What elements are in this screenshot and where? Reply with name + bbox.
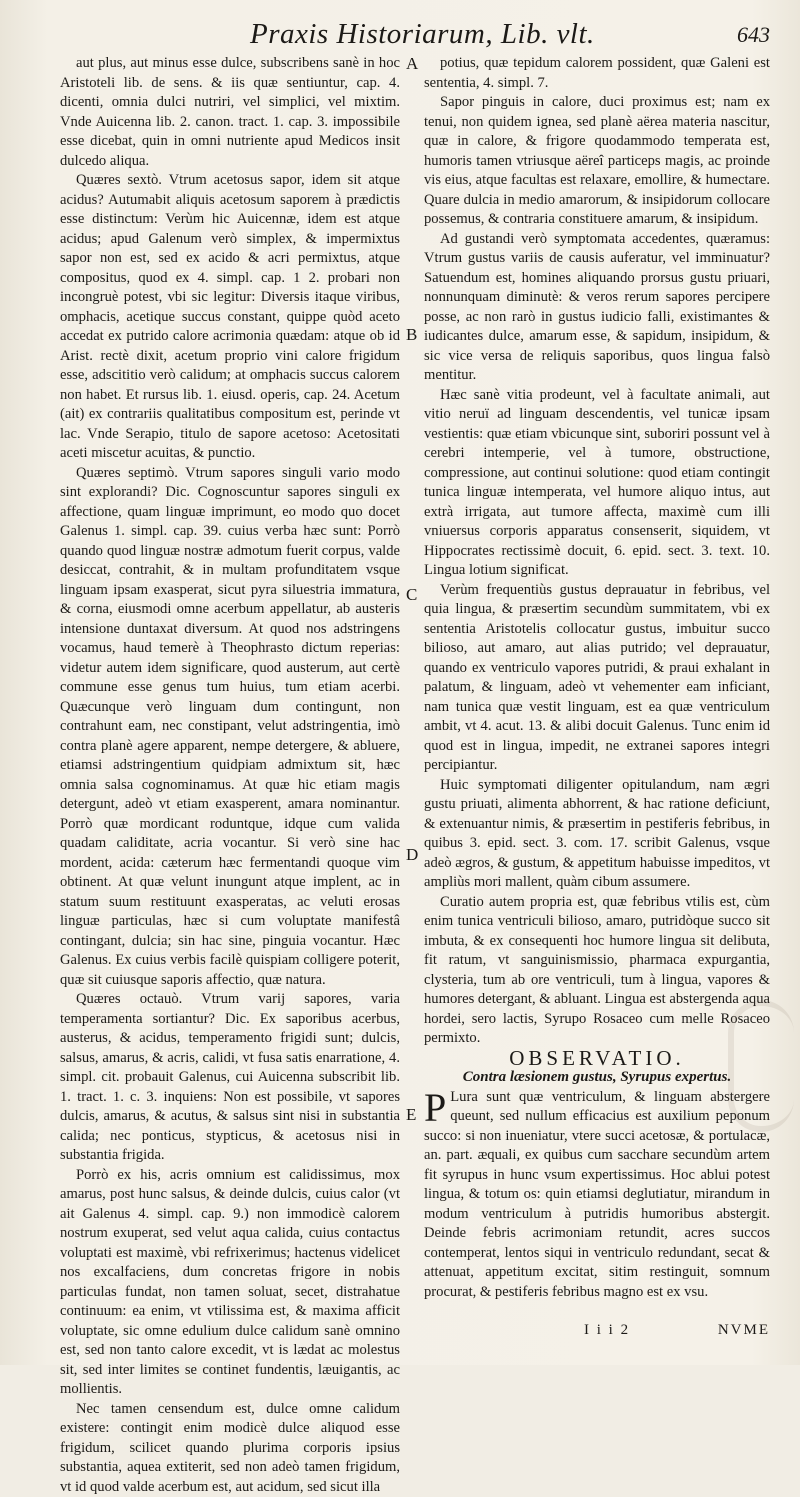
page-number: 643 [737, 22, 770, 48]
paragraph: aut plus, aut minus esse dulce, subscribens sanè in hoc Aristoteli lib. de sens. & iis quæ sentiuntur, cap. 4. dicenti, omnia dulci nutriri, vel simplici, vel mixtim. Vnde Auicenna lib. 2. canon. tract. 1. cap. 3. impossibile esse dicebat, quin in omni nutriente apud Medicos insit dulcedo aliqua. [60, 54, 400, 171]
observation-body: Lura sunt quæ ventriculum, & linguam abstergere queunt, sed nullum efficacius est auxilium peponum succo: si non inueniatur, vtere succi acetosæ, & portulacæ, an. part. æquali, ex quibus cum sacchare secundùm artem fit syrupus in hunc vsum expertissimus. Hoc ablui potest lingua, & totum os: quin etiamsi deglutiatur, mirandum in modum ventriculum à putridis humoribus abstergit. Deinde febris acrimoniam retundit, acres succos contemperat, lentos siqui in ventriculo redundant, secat & attenuat, appetitum excitat, sitim restinguit, somnum procurat, & pestiferis febribus magno est ex vsu. [424, 1089, 770, 1300]
signature-mark: I i i 2 [584, 1322, 630, 1339]
catchword: NVME [718, 1322, 770, 1339]
margin-marker-c: C [406, 585, 417, 605]
page-header [60, 18, 770, 48]
margin-marker-d: D [406, 845, 418, 865]
margin-marker-b: B [406, 325, 417, 345]
paragraph: Quæres septimò. Vtrum sapores singuli vario modo sint explorandi? Dic. Cognoscuntur sapores singuli ex affectione, quam linguæ imprimunt, eo modo quo docet Galenus 1. simpl. cap. 39. cuius verba hæc sunt: Porrò quando quod linguæ nostræ admotum fuerit corpus, valde desiccat, contrahit, & in multam profunditatem vsque linguam ipsam exasperat, sicut pyra siluestria immatura, & corna, eiusmodi omne acerbum appellatur, ab austeris intensione duntaxat diversum. At quod nos adstringens vocamus, haud temerè à Theophrasto dictum reperias: videtur autem idem significare, quod austerum, aut certè commune esse genus tum huius, tum etiam acerbi. Quæcunque verò linguam dum contingunt, non contrahunt eam, nec constipant, velut adstringentia, imò contra planè agere apparent, nempe detergere, & abluere, etiamsi adstringentium quidpiam admixtum sit, hæc omnia salsa cognominamus. At quæ hic etiam magis detergunt, adeò vt etiam exasperent, amara nominantur. Porrò quæ mordicant roduntque, idque cum valida quadam caliditate, acria vocantur. Si verò sine hac mordent, acida: cæterum hæc fermentandi quoque vim obtinent. At quæ velunt inungunt atque implent, ac in statum suum restituunt exasperatas, ac veluti erosas linguæ particulas, hæc si cum voluptate manifestâ contingant, dulcia; sin hac sine, pinguia vocantur. Hæc Galenus. Ex cuius verbis facilè quispiam colligere poterit, quæ sit cuiusque saporis affectio, quæ natura. [60, 464, 400, 991]
margin-marker-a: A [406, 54, 418, 74]
paragraph: Nec tamen censendum est, dulce omne calidum existere: contingit enim modicè dulce aliquod esse frigidum, scilicet quando plurima corporis ipsius substantia, aquea extiterit, sed non adeò tamen frigidum, vt id quod valde acerbum est, aut acidum, sed sicut illa [60, 1400, 400, 1497]
paragraph: Verùm frequentiùs gustus deprauatur in febribus, vel quia lingua, & præsertim secundùm summitatem, vbi ex sententia Aristotelis collocatur gustus, imbuitur succo bilioso, aut amaro, aut alias putrido; vel deprauatur, quando ex ventriculo vapores putridi, & praui exhalant in palatum, & linguam, adeò vt vehementer eam inficiant, nam tunica quæ vestit linguam, est ea quæ ventriculum ambit, vt 4. acut. 13. & alibi docuit Galenus. Tunc enim id quod est in lingua, impedit, ne extranei sapores integri percipiantur. [424, 581, 770, 776]
page-footer [424, 1322, 770, 1346]
right-column [424, 54, 770, 1282]
paragraph: Porrò ex his, acris omnium est calidissimus, mox amarus, post hunc salsus, & deinde dulcis, cuius calor (vt ait Galenus 4. simpl. cap. 9.) non immodicè calorem nostrum exuperat, sed velut aqua calida, cuius contactus voluptati est maximè, vbi refrixerimus; hactenus videlicet nos excalfaciens, dum concretas frigore in nobis particulas fundat, non tamen soluat, secet, distrahatue continuum: ea enim, vt vtilissima est, & maxima afficit voluptate, sic omne edulium dulce calidum sanè omnino est, sed non tanto calore excedit, vt is lædat ac molestus sit, sed inter limites se continet fundentis, læuigantis, ac mollientis. [60, 1166, 400, 1400]
observation-text [424, 1088, 770, 1303]
paragraph: Quæres octauò. Vtrum varij sapores, varia temperamenta sortiantur? Dic. Ex saporibus acerbus, austerus, & acidus, temperamento frigidi sunt; dulcis, salsus, amarus, & acris, calidi, vt fusa satis enarratione, 4. simpl. cit. probauit Galenus, cui Auicenna subscribit lib. 1. tract. 1. c. 3. inquiens: Non est possibile, vt sapores dulcis, amarus, & acutus, & salsus sint nisi in substantia calida; nec ponticus, stypticus, & acetosus nisi in substantia frigida. [60, 990, 400, 1166]
paragraph: potius, quæ tepidum calorem possident, quæ Galeni est sententia, 4. simpl. 7. [424, 54, 770, 93]
margin-marker-e: E [406, 1105, 416, 1125]
paragraph: Huic symptomati diligenter opitulandum, nam ægri gustu priuati, alimenta abhorrent, & hac ratione deficiunt, & extenuantur nimis, & præsertim in pestiferis febribus, in quibus 3. epid. sect. 3. com. 17. scribit Galenus, vsque adeò ægros, & gustum, & appetitum habuisse impeditos, vt ampliùs mori mallent, quàm cibum assumere. [424, 776, 770, 893]
drop-cap: P [424, 1090, 446, 1126]
paragraph: Quæres sextò. Vtrum acetosus sapor, idem sit atque acidus? Autumabit aliquis acetosum saporem à prædictis esse distinctum: Verùm hic Auicennæ, idem est atque acidus; apud Galenum verò simplex, & impermixtus sapor non est, sed ex acido & acri permixtus, atque compositus, quod ex 4. simpl. cap. 1 2. probari non incongruè potest, vbi sic legitur: Diversis itaque viribus, omphacis, acetique succus constant, quippe quòd aceto accedat ex putrido calore acrimonia quædam: atque ob id Arist. rectè dixit, acetum proprio vini calore frigidum esse, adscititio verò calidum; at omphacis succus calorem non habet. Et rursus lib. 1. eiusd. operis, cap. 24. Acetum (ait) ex contrariis qualitatibus compositum est, perinde vt lac. Vnde Serapio, titulo de sapore acetoso: Acetositati aceti miscetur acuitas, & punctio. [60, 171, 400, 464]
observation-heading: OBSERVATIO. [424, 1049, 770, 1069]
paragraph: Sapor pinguis in calore, duci proximus est; nam ex tenui, non quidem ignea, sed planè aërea materia nascitur, quæ in calore, & frigore quodammodo temperata est, humoris tamen vtriusque aëreî particeps magis, ac proinde vis eius, atque facultas est relaxare, emollire, & humectare. Quare dulcia in medio amarorum, & insipidorum collocare possemus, & contraria constituere amarum, & insipidum. [424, 93, 770, 230]
paragraph: Hæc sanè vitia prodeunt, vel à facultate animali, aut vitio neruï ad linguam descendentis, vel tunicæ ipsam vestientis: quæ etiam vbicunque sint, suboriri possunt vel à cerebri intemperie, vel à tumore, obstructione, compressione, aut continui solutione: quod etiam contingit tunica linguæ intemperata, vel humore aliquo intus, aut extrà irrigata, aut tumore affecta, maximè cum illi vniuersus corporis apparatus consenserit, siquidem, vt Hippocrates rectissimè docuit, 6. epid. sect. 3. text. 10. Lingua lotium significat. [424, 386, 770, 581]
paragraph: Ad gustandi verò symptomata accedentes, quæramus: Vtrum gustus variis de causis auferatur, vel imminuatur? Satuendum est, homines aliquando prorsus gustu priuari, nonnunquam diminutè: & veros rerum sapores percipere posse, ac non rarò in gustus iudicio falli, existimantes & iudicantes dulce, amarum esse, & sapidum, insipidum, & sic vice versa de reliquis saporibus, quos lingua falsò mentitur. [424, 230, 770, 386]
left-column [60, 54, 400, 1326]
running-title: Praxis Historiarum, Lib. vlt. [250, 18, 595, 51]
paragraph: Curatio autem propria est, quæ febribus vtilis est, cùm enim tunica ventriculi bilioso, amaro, putridòque succo sit imbuta, & ex consequenti hoc humore lingua sit delibuta, fit ratum, vt sanguinismissio, pharmaca expurgantia, clysteria, tum ab ore ventriculi, tum à lingua, vapores & humores detergant, & abluant. Lingua est abstergenda aqua hordei, sero lactis, Syrupo Rosaceo cum melle Rosaceo permixto. [424, 893, 770, 1049]
observation-subheading: Contra læsionem gustus, Syrupus expertus. [424, 1068, 770, 1088]
bleed-through-decoration [728, 1000, 794, 1132]
